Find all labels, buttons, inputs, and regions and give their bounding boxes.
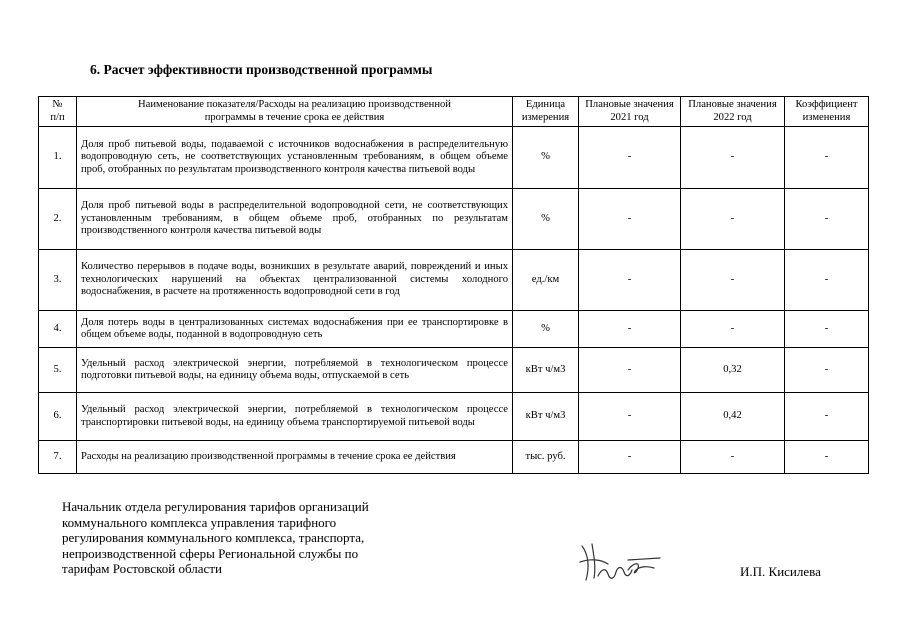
header-plan-2022: Плановые значения 2022 год (681, 97, 785, 127)
signatory-line: регулирования коммунального комплекса, транспорта, (62, 530, 365, 546)
row-num: 5. (39, 348, 77, 393)
header-unit: Единица измерения (513, 97, 579, 127)
row-num: 4. (39, 311, 77, 348)
row-plan-2021: - (579, 127, 681, 189)
table-row (39, 441, 869, 474)
row-unit: % (513, 311, 579, 348)
header-num: № п/п (39, 97, 77, 127)
row-plan-2021: - (579, 250, 681, 311)
table-row (39, 127, 869, 189)
table-row (39, 250, 869, 311)
header-coef: Коэффициент изменения (785, 97, 869, 127)
row-coef: - (785, 393, 869, 441)
row-plan-2022: - (681, 441, 785, 474)
signatory-line: Начальник отдела регулирования тарифов организаций (62, 499, 369, 514)
row-name: Удельный расход электрической энергии, потребляемой в технологическом процессе транспортировки питьевой воды, на единицу объема транспортируемой питьевой воды (77, 393, 513, 441)
row-name: Доля проб питьевой воды, подаваемой с источников водоснабжения в распределительную водопроводную сеть, не соответствующих установленным требованиям, в общем объеме проб, отобранных по результатам производственного контроля качества питьевой воды (77, 127, 513, 189)
row-num: 1. (39, 127, 77, 189)
row-num: 3. (39, 250, 77, 311)
row-coef: - (785, 348, 869, 393)
row-plan-2022: 0,32 (681, 348, 785, 393)
row-coef: - (785, 127, 869, 189)
table-header-row (39, 97, 869, 127)
table-row (39, 348, 869, 393)
row-coef: - (785, 311, 869, 348)
handwritten-signature (568, 540, 668, 584)
row-plan-2022: - (681, 127, 785, 189)
row-plan-2021: - (579, 189, 681, 250)
signatory-line: непроизводственной сферы Региональной службы по (62, 545, 359, 561)
table-row (39, 393, 869, 441)
row-name: Доля проб питьевой воды в распределительной водопроводной сети, не соответствующих установленным требованиям, в общем объеме проб, отобранных по результатам производственного контроля качества питьевой воды (77, 189, 513, 250)
row-unit: кВт ч/м3 (513, 393, 579, 441)
row-num: 7. (39, 441, 77, 474)
row-name: Удельный расход электрической энергии, потребляемой в технологическом процессе подготовки питьевой воды, на единицу объема воды, отпускаемой в сеть (77, 348, 513, 393)
row-name: Расходы на реализацию производственной программы в течение срока ее действия (77, 441, 513, 474)
row-plan-2022: - (681, 250, 785, 311)
table-row (39, 311, 869, 348)
signatory-position (62, 499, 462, 577)
row-plan-2022: 0,42 (681, 393, 785, 441)
efficiency-table (38, 96, 869, 474)
row-plan-2021: - (579, 393, 681, 441)
signer-name: И.П. Кисилева (740, 564, 821, 579)
row-plan-2021: - (579, 441, 681, 474)
row-unit: кВт ч/м3 (513, 348, 579, 393)
row-num: 6. (39, 393, 77, 441)
row-unit: ед./км (513, 250, 579, 311)
signatory-line: коммунального комплекса управления тарифного (62, 514, 337, 530)
row-plan-2022: - (681, 189, 785, 250)
row-unit: % (513, 127, 579, 189)
row-name: Доля потерь воды в централизованных системах водоснабжения при ее транспортировке в общем объеме воды, поданной в водопроводную сеть (77, 311, 513, 348)
row-unit: тыс. руб. (513, 441, 579, 474)
row-unit: % (513, 189, 579, 250)
row-plan-2021: - (579, 311, 681, 348)
row-plan-2021: - (579, 348, 681, 393)
section-heading: 6. Расчет эффективности производственной программы (90, 62, 433, 77)
table-row (39, 189, 869, 250)
header-plan-2021: Плановые значения 2021 год (579, 97, 681, 127)
row-name: Количество перерывов в подаче воды, возникших в результате аварий, повреждений и иных технологических нарушений на объектах централизованной системы холодного водоснабжения, в расчете на протяженность водопроводной сети в год (77, 250, 513, 311)
row-coef: - (785, 441, 869, 474)
row-coef: - (785, 250, 869, 311)
signatory-line: тарифам Ростовской области (62, 561, 222, 577)
row-num: 2. (39, 189, 77, 250)
row-coef: - (785, 189, 869, 250)
header-name: Наименование показателя/Расходы на реализацию производственной программы в течение срока ее действия (77, 97, 513, 127)
row-plan-2022: - (681, 311, 785, 348)
